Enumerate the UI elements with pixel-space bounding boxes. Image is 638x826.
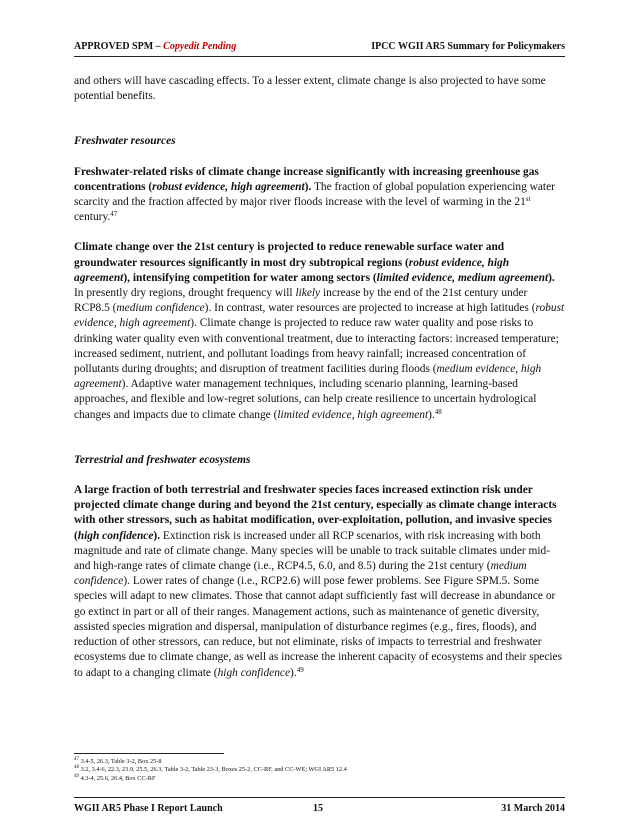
header-approved-label: APPROVED SPM – — [74, 41, 164, 52]
header-copyedit-status: Copyedit Pending — [163, 41, 237, 52]
footnote-ref-48[interactable]: 48 — [434, 407, 442, 416]
page-body — [74, 74, 565, 681]
footnote-ref-49[interactable]: 49 — [296, 665, 304, 674]
page-number: 15 — [313, 803, 323, 814]
footer-rule — [74, 797, 565, 798]
footnote-ref-47[interactable]: 47 — [110, 210, 118, 219]
header-left — [74, 41, 236, 52]
section-heading-terrestrial: Terrestrial and freshwater ecosystems — [74, 453, 251, 466]
footnote-48: $^{48}$ 3.2, 3.4-6, 22.3, 23.9, 25.5, 26.3, Table 3-2, Table 23-3, Boxes 25-2, CC-RF, and CC-WE; WGI AR5 12.4 — [74, 765, 347, 774]
header-rule — [74, 56, 565, 57]
section-heading-freshwater: Freshwater resources — [74, 135, 176, 148]
header-report-title: IPCC WGII AR5 Summary for Policymakers — [371, 41, 565, 52]
footnote-rule — [74, 753, 224, 754]
freshwater-paragraph-1: Freshwater-related risks of climate change increase significantly with increasing greenhouse gas concentrations (robust evidence, high agreement). The fraction of global population experiencing water scarcity and the fraction affected by major river floods increase with the level of warming in the 21st century.$^{47}$ — [74, 165, 555, 224]
freshwater-paragraph-2: Climate change over the 21st century is projected to reduce renewable surface water and groundwater resources significantly in most dry subtropical regions (robust evidence, high agreement), intensifying competition for water among sectors (limited evidence, medium agreement). In presently dry regions, drought frequency will likely increase by the end of the 21st century under RCP8.5 (medium confidence). In contrast, water resources are projected to increase at high latitudes (robust evidence, high agreement). Climate change is projected to reduce raw water quality and pose risks to drinking water quality even with conventional treatment, due to interacting factors: increased temperature; increased sediment, nutrient, and pollutant loadings from heavy rainfall; increased concentration of pollutants during droughts; and disruption of treatment facilities during floods (medium evidence, high agreement). Adaptive water management techniques, including scenario planning, learning-based approaches, and flexible and low-regret solutions, can help create resilience to uncertain hydrological changes and impacts due to climate change (limited evidence, high agreement).$^{48}$ — [74, 241, 565, 421]
footnote-49: $^{49}$ 4.3-4, 25.6, 26.4, Box CC-RF — [74, 773, 156, 782]
footer-event-label: WGII AR5 Phase I Report Launch — [74, 803, 223, 814]
page-header — [74, 41, 565, 55]
footer-date: 31 March 2014 — [501, 803, 565, 814]
page-footer — [74, 803, 565, 817]
intro-paragraph: and others will have cascading effects. To a lesser extent, climate change is also projected to have some potential benefits. — [74, 75, 546, 103]
footnotes — [74, 758, 565, 783]
terrestrial-paragraph-1: A large fraction of both terrestrial and freshwater species faces increased extinction risk under projected climate change during and beyond the 21st century, especially as climate change interacts with other stressors, such as habitat modification, over-exploitation, pollution, and invasive species (high confidence). Extinction risk is increased under all RCP scenarios, with risk increasing with both magnitude and rate of climate change. Many species will be unable to track suitable climates under mid- and high-range rates of climate change (i.e., RCP4.5, 6.0, and 8.5) during the 21st century (medium confidence). Lower rates of change (i.e., RCP2.6) will pose fewer problems. See Figure SPM.5. Some species will adapt to new climates. Those that cannot adapt sufficiently fast will decrease in abundance or go extinct in part or all of their ranges. Management actions, such as maintenance of genetic diversity, assisted species migration and dispersal, manipulation of disturbance regimes (e.g., fires, floods), and reduction of other stressors, can reduce, but not eliminate, risks of impacts to terrestrial and freshwater ecosystems due to climate change, as well as increase the inherent capacity of ecosystems and their species to adapt to a changing climate (high confidence).$^{49}$ — [74, 484, 563, 679]
footnote-47: $^{47}$ 3.4-5, 26.3, Table 3-2, Box 25-8 — [74, 757, 162, 765]
